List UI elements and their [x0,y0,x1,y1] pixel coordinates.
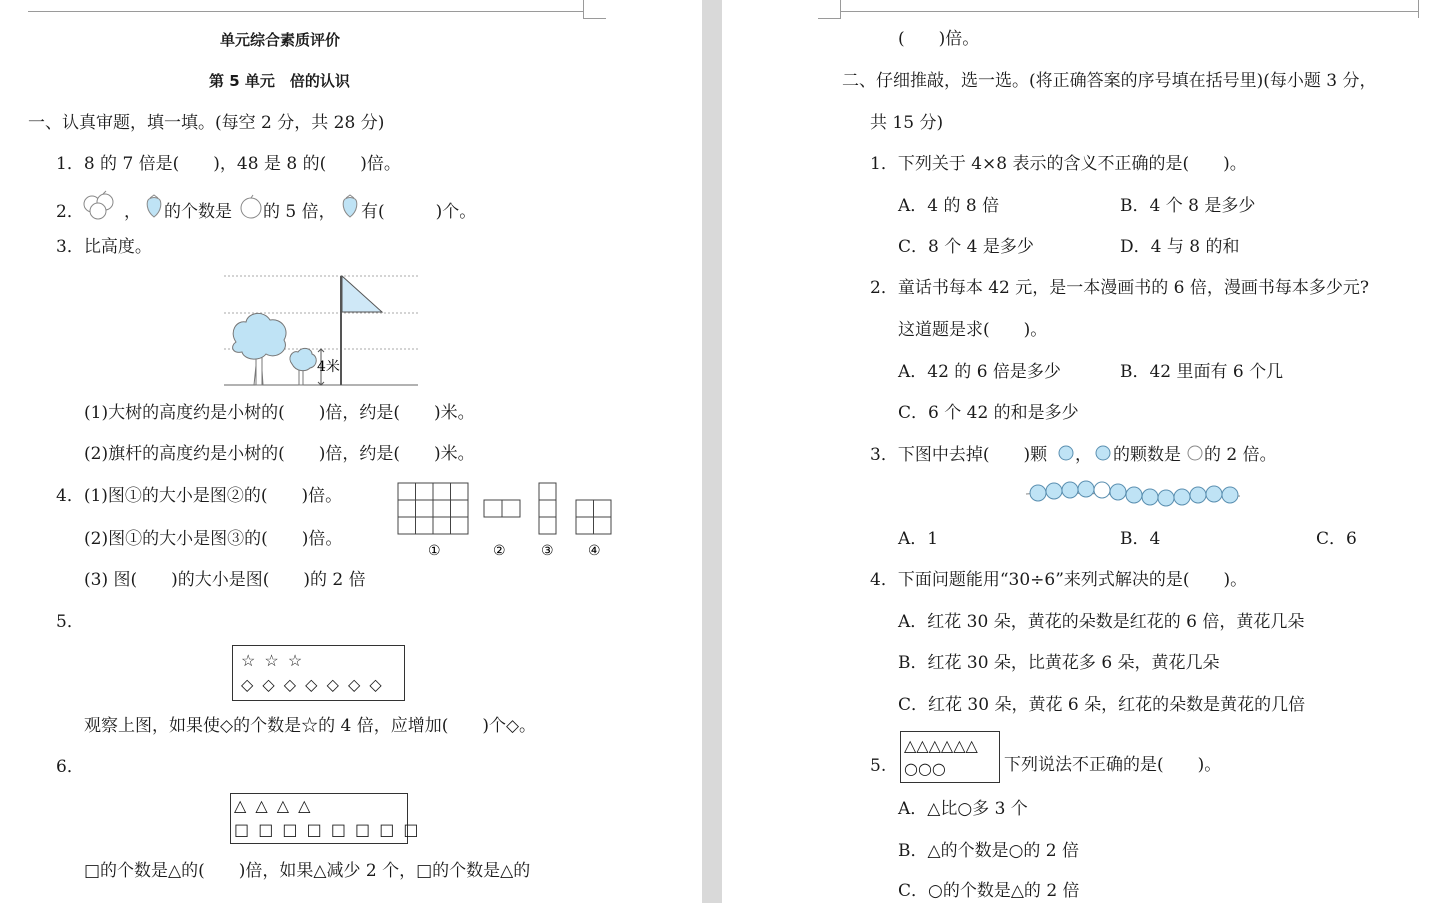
question-2-text-a: 的个数是 [164,202,232,222]
continuation-text: ( )倍。 [898,29,980,49]
question-5-text: 观察上图，如果使◇的个数是☆的 4 倍，应增加( )个◇。 [84,716,537,736]
mc-2-option-a: A．42 的 6 倍是多少 [898,362,1061,382]
mc-question-3-text-c: 的 2 倍。 [1204,445,1277,465]
mc-3-option-a: A．1 [898,529,939,549]
mc-question-3-text-b: 的颗数是 [1113,445,1181,465]
apple-icon [238,195,264,219]
question-2-text-b: 的 5 倍， [263,202,336,222]
header-line [840,11,1418,12]
header-line [28,11,583,12]
big-tree-icon [233,313,286,385]
comma-text: ， [1075,445,1092,465]
page-gutter [702,0,722,903]
small-tree-icon [290,348,316,385]
left-page [0,0,702,903]
strawberry-icon [144,193,164,219]
mc-question-2: 2．童话书每本 42 元，是一本漫画书的 6 倍，漫画书每本多少元? [870,278,1369,298]
grid-figure-1 [398,483,468,534]
page-title: 单元综合素质评价 [220,31,341,49]
mc-2-option-c: C．6 个 42 的和是多少 [898,403,1079,423]
grid-figure-2 [484,500,520,517]
mc-question-5-text: 下列说法不正确的是( )。 [1004,755,1222,775]
unit-subtitle: 第 5 单元 倍的认识 [209,72,350,90]
bead-string-figure [1024,478,1244,512]
strawberry-icon [340,193,360,219]
mc-5-option-a: A．△比○多 3 个 [898,799,1028,819]
mc-question-4: 4．下面问题能用“30÷6”来列式解决的是( )。 [870,570,1248,590]
white-bead-icon [1186,444,1204,462]
triangles-squares-box [230,793,421,844]
question-3-2: (2)旗杆的高度约是小树的( )倍，约是( )米。 [84,444,475,464]
question-5-number: 5． [56,612,84,632]
grid-figure-4 [576,500,611,534]
question-4-2: (2)图①的大小是图③的( )倍。 [84,529,343,549]
triangles-circles-box [900,731,1000,783]
question-4-1: 4．(1)图①的大小是图②的( )倍。 [56,486,343,506]
mc-5-option-b: B．△的个数是○的 2 倍 [898,841,1080,861]
mc-2-option-b: B．42 里面有 6 个几 [1120,362,1284,382]
right-page [722,0,1434,903]
question-3-1: (1)大树的高度约是小树的( )倍，约是( )米。 [84,403,475,423]
section-2-heading-cont: 共 15 分) [870,113,944,133]
question-4-3: (3) 图( )的大小是图( )的 2 倍 [84,570,366,590]
stars-row: ☆ ☆ ☆ [241,651,305,670]
figure-label-4: ④ [588,543,601,559]
section-2-heading: 二、仔细推敲，选一选。(将正确答案的序号填在括号里)(每小题 3 分， [842,71,1377,91]
flagpole-icon [341,276,382,385]
blue-bead-icon [1094,444,1112,462]
mc-question-1: 1．下列关于 4×8 表示的含义不正确的是( )。 [870,154,1247,174]
mc-4-option-a: A．红花 30 朵，黄花的朵数是红花的 6 倍，黄花几朵 [898,612,1305,632]
crop-mark [583,0,606,19]
figure-label-1: ① [428,543,441,559]
question-2-number: 2． [56,202,84,222]
stars-diamonds-box [232,645,405,701]
height-comparison-figure [224,272,420,390]
circles-row: ○○○ [904,759,946,778]
question-6-number: 6． [56,757,84,777]
mc-1-option-c: C．8 个 4 是多少 [898,237,1034,257]
grid-figure-3 [539,483,556,534]
squares-row: □ □ □ □ □ □ □ □ [234,820,421,839]
figure-label-2: ② [493,543,506,559]
fruit-cluster-icon [83,190,121,220]
mc-1-option-b: B．4 个 8 是多少 [1120,196,1256,216]
section-1-heading: 一、认真审题，填一填。(每空 2 分，共 28 分) [28,113,385,133]
mc-1-option-a: A．4 的 8 倍 [898,196,1000,216]
crop-mark [818,0,841,19]
grid-figures [396,482,616,562]
triangles-row: △△△△△△ [904,736,978,755]
mc-4-option-b: B．红花 30 朵，比黄花多 6 朵，黄花几朵 [898,653,1220,673]
figure-label-3: ③ [541,543,554,559]
mc-1-option-d: D．4 与 8 的和 [1120,237,1240,257]
four-meter-label: 4米 [317,359,340,375]
diamonds-row: ◇ ◇ ◇ ◇ ◇ ◇ ◇ [241,675,384,694]
mc-question-2-cont: 这道题是求( )。 [898,320,1048,340]
crop-mark [1418,0,1420,18]
triangles-row: △ △ △ △ [234,796,313,815]
question-1: 1．8 的 7 倍是( )，48 是 8 的( )倍。 [56,154,401,174]
question-6-text: □的个数是△的( )倍，如果△减少 2 个，□的个数是△的 [84,861,531,881]
question-3: 3．比高度。 [56,237,152,257]
comma-text: ， [124,202,141,222]
mc-3-option-c: C．6 [1316,529,1357,549]
question-2-text-c: 有( )个。 [361,202,477,222]
mc-4-option-c: C．红花 30 朵，黄花 6 朵，红花的朵数是黄花的几倍 [898,695,1306,715]
mc-question-5-number: 5. [870,756,887,776]
mc-3-option-b: B．4 [1120,529,1161,549]
mc-question-3: 3．下图中去掉( )颗 [870,445,1048,465]
mc-5-option-c: C．○的个数是△的 2 倍 [898,881,1080,901]
blue-bead-icon [1057,444,1075,462]
